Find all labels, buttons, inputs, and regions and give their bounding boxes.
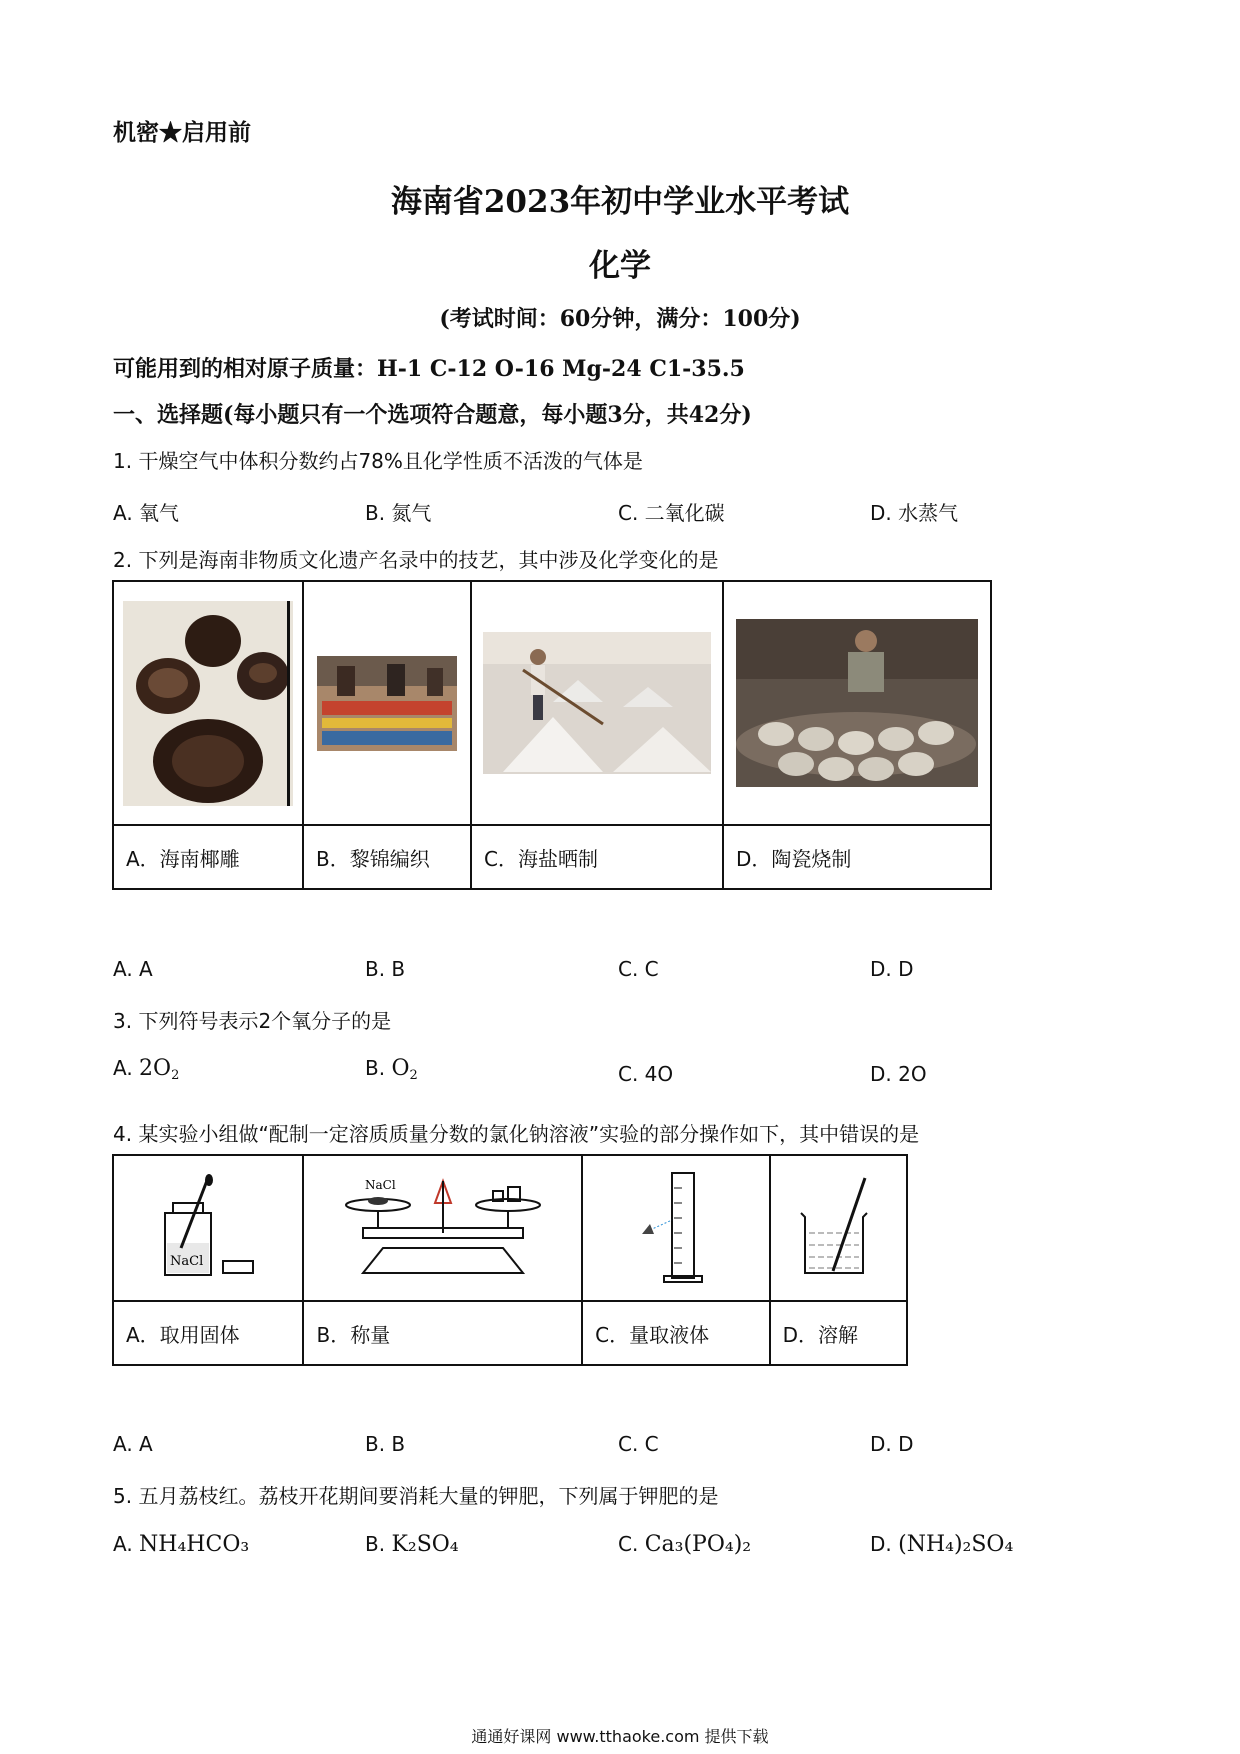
q5-option-d: [870, 1532, 1013, 1557]
nacl-balance-label: NaCl: [364, 1178, 396, 1192]
q5-option-a: [113, 1532, 249, 1557]
q2-caption-a: A．海南椰雕: [113, 825, 303, 889]
q3-option-d: D. 2O: [870, 1062, 927, 1086]
weighing-balance-image: [343, 1173, 543, 1283]
question-2-stem: 2. 下列是海南非物质文化遗产名录中的技艺，其中涉及化学变化的是: [113, 548, 719, 572]
li-brocade-weaving-image: [317, 656, 457, 751]
q5-option-a-formula: NH₄HCO₃: [139, 1532, 250, 1557]
exam-time: (考试时间：60分钟，满分：100分): [439, 306, 801, 332]
q1-option-a: A. 氧气: [113, 501, 180, 525]
q2-option-c: C. C: [618, 957, 659, 981]
q5-option-b-label: B.: [365, 1532, 386, 1556]
q2-caption-b: B．黎锦编织: [303, 825, 471, 889]
q2-caption-c: C．海盐晒制: [471, 825, 723, 889]
q3-option-b-formula: $O_2$: [391, 1056, 418, 1083]
q2-option-b: B. B: [365, 957, 406, 981]
coconut-carving-image: [123, 601, 293, 806]
confidential-mark: 机密★启用前: [113, 119, 251, 146]
q3-option-a-label: A.: [113, 1056, 133, 1080]
subject-title: 化学: [589, 248, 651, 284]
q1-option-d: D. 水蒸气: [870, 501, 959, 525]
q1-option-c: C. 二氧化碳: [618, 501, 725, 525]
solid-taking-image: [153, 1173, 263, 1283]
sea-salt-drying-image: [483, 632, 711, 774]
q2-image-table: [112, 580, 992, 890]
q4-caption-d: D．溶解: [770, 1301, 907, 1365]
question-1-stem: 1. 干燥空气中体积分数约占78%且化学性质不活泼的气体是: [113, 449, 643, 473]
question-4-stem: 4. 某实验小组做“配制一定溶质质量分数的氯化钠溶液”实验的部分操作如下，其中错误的是: [113, 1122, 920, 1146]
q4-image-table: [112, 1154, 908, 1366]
page-footer: 通通好课网 www.tthaoke.com 提供下载: [471, 1727, 769, 1746]
section-heading: 一、选择题(每小题只有一个选项符合题意，每小题3分，共42分): [113, 402, 752, 428]
q3-option-b: [365, 1056, 418, 1083]
q3-option-a-formula: $2O_2$: [139, 1056, 180, 1083]
dissolving-beaker-image: [793, 1173, 883, 1283]
q5-option-c-label: C.: [618, 1532, 639, 1556]
q4-option-b: B. B: [365, 1432, 406, 1456]
q1-option-b: B. 氮气: [365, 501, 432, 525]
q2-option-d: D. D: [870, 957, 914, 981]
atomic-mass-line: 可能用到的相对原子质量：H-1 C-12 O-16 Mg-24 C1-35.5: [113, 356, 745, 382]
exam-title: 海南省2023年初中学业水平考试: [390, 184, 850, 220]
q4-option-a: A. A: [113, 1432, 153, 1456]
q4-caption-a: A．取用固体: [113, 1301, 303, 1365]
q5-option-d-formula: (NH₄)₂SO₄: [898, 1532, 1014, 1557]
q5-option-d-label: D.: [870, 1532, 892, 1556]
q5-option-b-formula: K₂SO₄: [391, 1532, 459, 1557]
q5-option-a-label: A.: [113, 1532, 133, 1556]
q4-caption-b: B．称量: [303, 1301, 582, 1365]
graduated-cylinder-image: [636, 1168, 716, 1288]
q3-option-a: [113, 1056, 179, 1083]
q4-caption-c: C．量取液体: [582, 1301, 769, 1365]
q4-option-c: C. C: [618, 1432, 659, 1456]
q5-option-b: [365, 1532, 459, 1557]
q5-option-c-formula: Ca₃(PO₄)₂: [644, 1532, 752, 1557]
q3-option-c: C. 4O: [618, 1062, 674, 1086]
q5-option-c: [618, 1532, 751, 1557]
question-3-stem: 3. 下列符号表示2个氧分子的是: [113, 1009, 392, 1033]
q2-caption-d: D．陶瓷烧制: [723, 825, 991, 889]
question-5-stem: 5. 五月荔枝红。荔枝开花期间要消耗大量的钾肥，下列属于钾肥的是: [113, 1484, 719, 1508]
q2-option-a: A. A: [113, 957, 153, 981]
q3-option-b-label: B.: [365, 1056, 386, 1080]
ceramic-firing-image: [736, 619, 978, 787]
q4-option-d: D. D: [870, 1432, 914, 1456]
nacl-bottle-label: NaCl: [170, 1254, 204, 1269]
